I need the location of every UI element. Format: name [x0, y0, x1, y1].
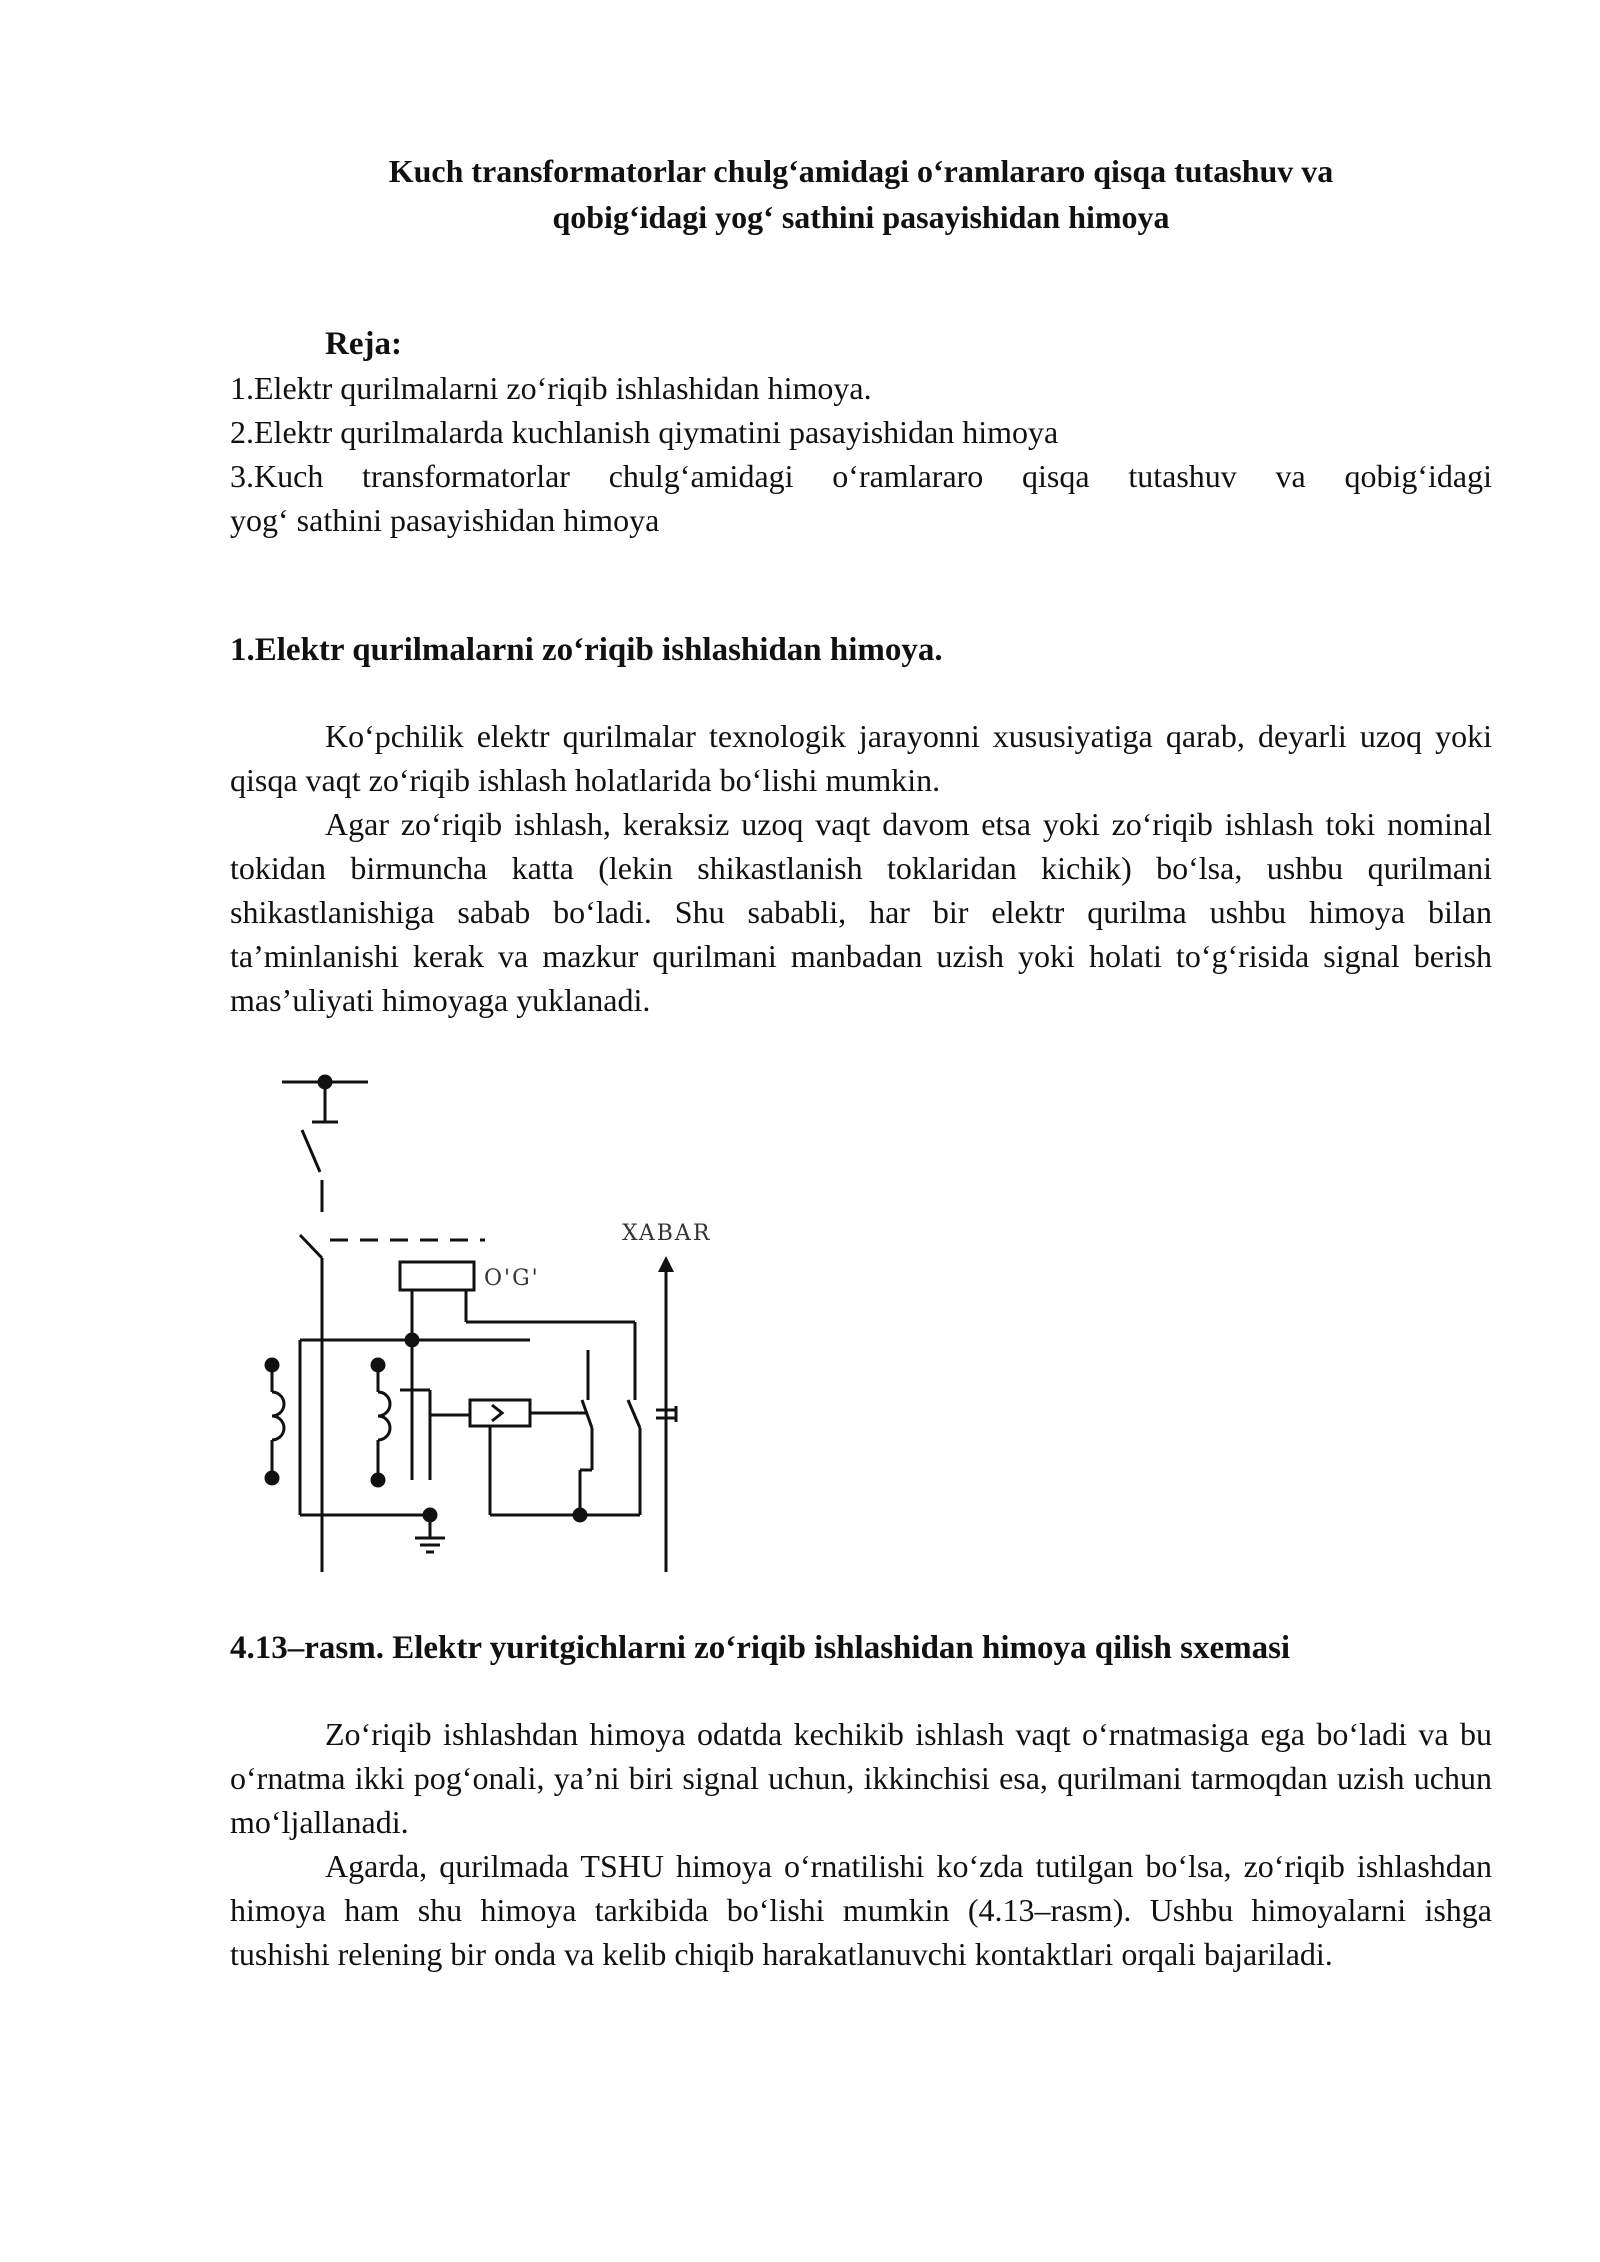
title-line-2: qobig‘idagi yog‘ sathini pasayishidan himoya	[552, 199, 1170, 235]
relay-label: O'G'	[484, 1266, 540, 1291]
section-body-2	[230, 1712, 1492, 1976]
plan-heading: Reja:	[325, 326, 402, 362]
document-title	[230, 148, 1492, 240]
paragraph: Agar zo‘riqib ishlash, keraksiz uzoq vaqt davom etsa yoki zo‘riqib ishlash toki nominal tokidan birmuncha katta (lekin shikastlanish toklaridan kichik) bo‘lsa, ushbu qurilmani shikastlanishiga sabab bo‘ladi. Shu sababli, har bir elektr qurilma ushbu himoya bilan ta’minlanishi kerak va mazkur qurilmani manbadan uzish yoki holati to‘g‘risida signal berish mas’uliyati himoyaga yuklanadi.	[230, 806, 1492, 1018]
section-heading: 1.Elektr qurilmalarni zo‘riqib ishlashidan himoya.	[230, 632, 943, 668]
plan-item-2: 2.Elektr qurilmalarda kuchlanish qiymatini pasayishidan himoya	[230, 414, 1059, 450]
plan-item-1: 1.Elektr qurilmalarni zo‘riqib ishlashidan himoya.	[230, 370, 872, 406]
title-line-1: Kuch transformatorlar chulg‘amidagi o‘ramlararo qisqa tutashuv va	[388, 153, 1334, 189]
section-body	[230, 714, 1492, 1022]
circuit-diagram	[230, 1060, 750, 1580]
signal-label: XABAR	[622, 1221, 712, 1246]
plan-item-3-line-2: yog‘ sathini pasayishidan himoya	[230, 502, 660, 538]
paragraph: Agarda, qurilmada TSHU himoya o‘rnatilishi ko‘zda tutilgan bo‘lsa, zo‘riqib ishlashdan himoya ham shu himoya tarkibida bo‘lishi mumkin (4.13–rasm). Ushbu himoyalarni ishga tushishi relening bir onda va kelib chiqib harakatlanuvchi kontaktlari orqali bajariladi.	[230, 1848, 1492, 1972]
paragraph: Zo‘riqib ishlashdan himoya odatda kechikib ishlash vaqt o‘rnatmasiga ega bo‘ladi va bu o‘rnatma ikki pog‘onali, ya’ni biri signal uchun, ikkinchisi esa, qurilmani tarmoqdan uzish uchun mo‘ljallanadi.	[230, 1716, 1492, 1840]
plan-list	[230, 366, 1492, 542]
figure-caption: 4.13–rasm. Elektr yuritgichlarni zo‘riqib ishlashidan himoya qilish sxemasi	[230, 1630, 1291, 1666]
plan-item-3-line-1: 3.Kuch transformatorlar chulg‘amidagi o‘ramlararo qisqa tutashuv va qobig‘idagi	[230, 458, 1492, 494]
paragraph: Ko‘pchilik elektr qurilmalar texnologik jarayonni xususiyatiga qarab, deyarli uzoq yoki qisqa vaqt zo‘riqib ishlash holatlarida bo‘lishi mumkin.	[230, 718, 1492, 798]
